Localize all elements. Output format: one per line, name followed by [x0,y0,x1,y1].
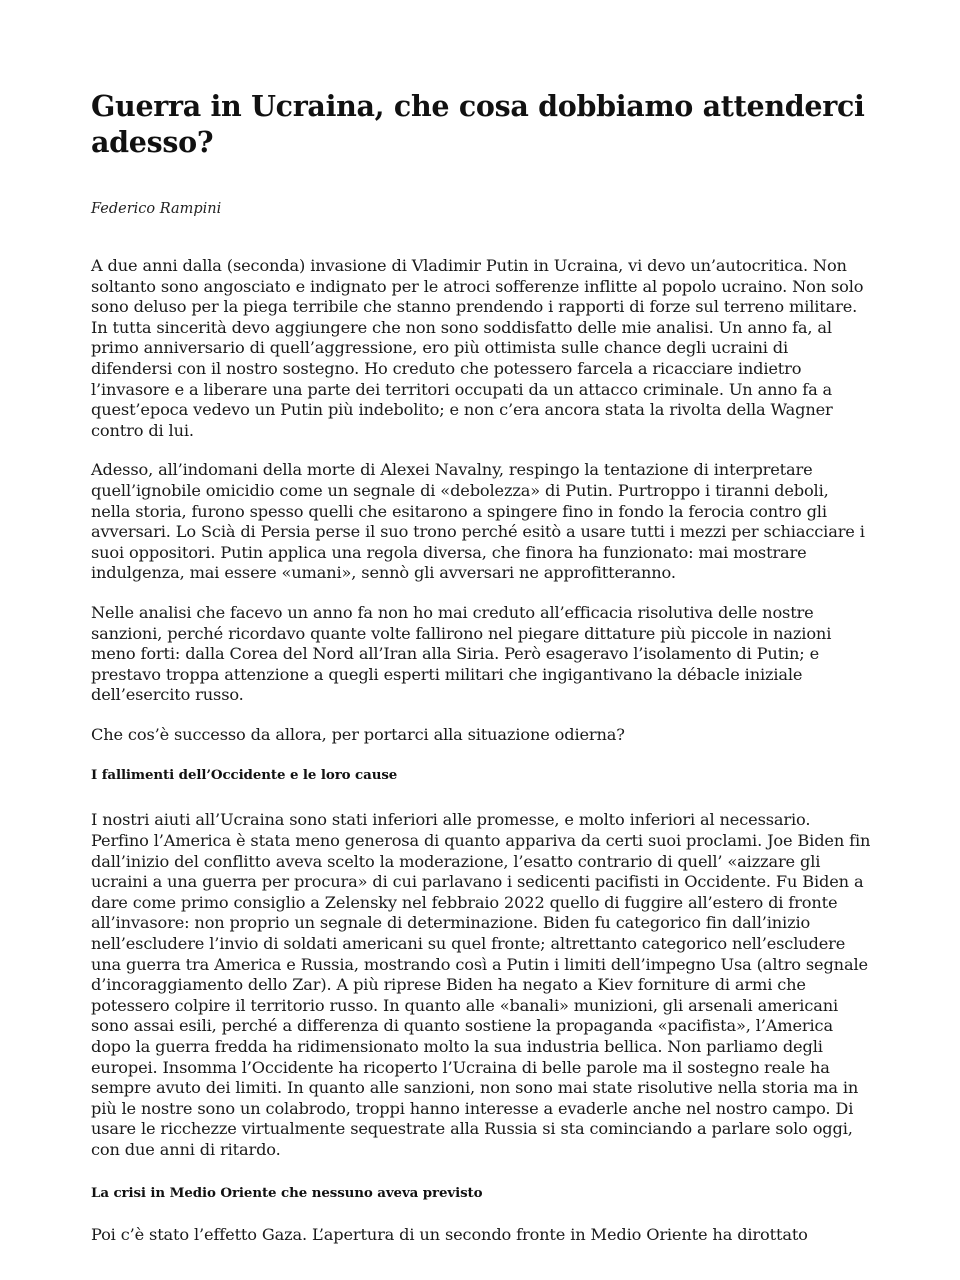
article-author: Federico Rampini [91,201,222,217]
article [91,88,871,1245]
article-paragraph: Poi c’è stato l’effetto Gaza. L’apertura di un secondo fronte in Medio Oriente ha dirottato [91,1224,808,1244]
section-heading: I fallimenti dell’Occidente e le loro cause [91,767,398,784]
article-title: Guerra in Ucraina, che cosa dobbiamo attenderci adesso? [91,89,865,159]
section-heading: La crisi in Medio Oriente che nessuno aveva previsto [91,1184,483,1201]
article-paragraph: Adesso, all’indomani della morte di Alexei Navalny, respingo la tentazione di interpretare quell’ignobile omicidio come un segnale di «debolezza» di Putin. Purtroppo i tiranni deboli, nella storia, furono spesso quelli che esitarono a spingere fino in fondo la ferocia contro gli avversari. Lo Scià di Persia perse il suo trono perché esitò a usare tutti i mezzi per schiacciare i suoi oppositori. Putin applica una regola diversa, che finora ha funzionato: mai mostrare indulgenza, mai essere «umani», sennò gli avversari ne approfitteranno. [91,460,865,583]
article-paragraph: Nelle analisi che facevo un anno fa non ho mai creduto all’efficacia risolutiva delle nostre sanzioni, perché ricordavo quante volte fallirono nel piegare dittature più piccole in nazioni meno forti: dalla Corea del Nord all’Iran alla Siria. Però esageravo l’isolamento di Putin; e prestavo troppa attenzione a quegli esperti militari che ingigantivano la débacle iniziale dell’esercito russo. [91,602,832,705]
article-paragraph: Che cos’è successo da allora, per portarci alla situazione odierna? [91,724,625,744]
article-paragraph: A due anni dalla (seconda) invasione di Vladimir Putin in Ucraina, vi devo un’autocritica. Non soltanto sono angosciato e indignato per le atroci sofferenze inflitte al popolo ucraino. Non solo sono deluso per la piega terribile che stanno prendendo i rapporti di forze sul terreno militare. In tutta sincerità devo aggiungere che non sono soddisfatto delle mie analisi. Un anno fa, al primo anniversario di quell’aggressione, ero più ottimista sulle chance degli ucraini di difendersi con il nostro sostegno. Ho creduto che potessero farcela a ricacciare indietro l’invasore e a liberare una parte dei territori occupati da un attacco criminale. Un anno fa a quest’epoca vedevo un Putin più indebolito; e non c’era ancora stata la rivolta della Wagner contro di lui. [91,256,864,440]
article-paragraph: I nostri aiuti all’Ucraina sono stati inferiori alle promesse, e molto inferiori al necessario. Perfino l’America è stata meno generosa di quanto appariva da certi suoi proclami. Joe Biden fin dall’inizio del conflitto aveva scelto la moderazione, l’esatto contrario di quell’ «aizzare gli ucraini a una guerra per procura» di cui parlavano i sedicenti pacifisti in Occidente. Fu Biden a dare come primo consiglio a Zelensky nel febbraio 2022 quello di fuggire all’estero di fronte all’invasore: non proprio un segnale di determinazione. Biden fu categorico fin dall’inizio nell’escludere l’invio di soldati americani su quel fronte; altrettanto categorico nell’escludere una guerra tra America e Russia, mostrando così a Putin i limiti dell’impegno Usa (altro segnale d’incoraggiamento dello Zar). A più riprese Biden ha negato a Kiev forniture di armi che potessero colpire il territorio russo. In quanto alle «banali» munizioni, gli arsenali americani sono assai esili, perché a differenza di quanto sostiene la propaganda «pacifista», l’America dopo la guerra fredda ha ridimensionato molto la sua industria bellica. Non parliamo degli europei. Insomma l’Occidente ha ricoperto l’Ucraina di belle parole ma il sostegno reale ha sempre avuto dei limiti. In quanto alle sanzioni, non sono mai state risolutive nella storia ma in più le nostre sono un colabrodo, troppi hanno interesse a evaderle anche nel nostro campo. Di usare le ricchezze virtualmente sequestrate alla Russia si sta cominciando a parlare solo oggi, con due anni di ritardo. [91,810,871,1159]
